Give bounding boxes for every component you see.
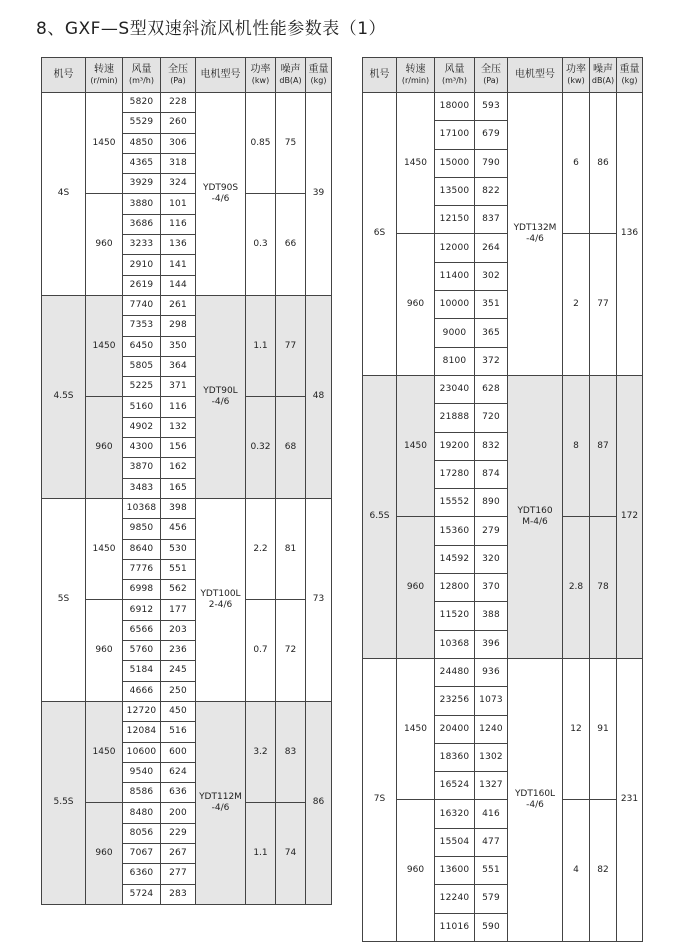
flow-cell: 3870	[123, 458, 161, 478]
pressure-cell: 551	[475, 857, 508, 885]
pressure-cell: 156	[161, 438, 196, 458]
table-row	[42, 194, 332, 214]
table-row	[363, 658, 643, 686]
pressure-cell: 416	[475, 800, 508, 828]
power-cell: 8	[563, 375, 590, 516]
header-pressure	[161, 58, 196, 93]
model-cell: 6.5S	[363, 375, 397, 658]
speed-cell: 1450	[86, 498, 123, 599]
speed-cell: 960	[86, 600, 123, 701]
weight-cell: 73	[306, 498, 332, 701]
pressure-cell: 229	[161, 823, 196, 843]
power-cell: 6	[563, 93, 590, 234]
header-power-unit: (kw)	[251, 76, 270, 85]
flow-cell: 20400	[435, 715, 475, 743]
model-cell: 6S	[363, 93, 397, 376]
flow-cell: 15360	[435, 517, 475, 545]
flow-cell: 7353	[123, 316, 161, 336]
pressure-cell: 162	[161, 458, 196, 478]
speed-cell: 1450	[397, 93, 435, 234]
speed-cell: 960	[397, 800, 435, 941]
speed-cell: 960	[86, 397, 123, 498]
header-noise-label: 噪声	[593, 64, 613, 75]
table-row	[42, 701, 332, 721]
flow-cell: 10368	[123, 498, 161, 518]
power-cell: 0.7	[246, 600, 276, 701]
weight-cell: 172	[617, 375, 643, 658]
power-cell: 3.2	[246, 701, 276, 802]
flow-cell: 5225	[123, 377, 161, 397]
weight-cell: 231	[617, 658, 643, 941]
flow-cell: 8056	[123, 823, 161, 843]
flow-cell: 11016	[435, 913, 475, 941]
power-cell: 2	[563, 234, 590, 375]
pressure-cell: 530	[161, 539, 196, 559]
header-weight-unit: (kg)	[621, 76, 638, 85]
header-noise	[276, 58, 306, 93]
flow-cell: 16320	[435, 800, 475, 828]
speed-cell: 960	[397, 234, 435, 375]
flow-cell: 12150	[435, 206, 475, 234]
table-row	[42, 93, 332, 113]
pressure-cell: 116	[161, 214, 196, 234]
header-flow-unit: (m³/h)	[128, 76, 154, 85]
flow-cell: 15552	[435, 489, 475, 517]
table-row	[363, 234, 643, 262]
motor-line: YDT112M	[199, 791, 242, 802]
power-cell: 2.2	[246, 498, 276, 599]
flow-cell: 8100	[435, 347, 475, 375]
flow-cell: 11520	[435, 602, 475, 630]
noise-cell: 74	[276, 803, 306, 904]
flow-cell: 5805	[123, 356, 161, 376]
motor-line: YDT100L	[200, 588, 241, 599]
pressure-cell: 720	[475, 404, 508, 432]
header-flow-label: 风量	[131, 64, 152, 75]
pressure-cell: 298	[161, 316, 196, 336]
speed-cell: 960	[397, 517, 435, 658]
noise-cell: 78	[590, 517, 617, 658]
header-noise	[590, 58, 617, 93]
pressure-cell: 624	[161, 762, 196, 782]
motor-cell	[196, 701, 246, 904]
model-cell: 4.5S	[42, 295, 86, 498]
flow-cell: 5184	[123, 661, 161, 681]
flow-cell: 4902	[123, 417, 161, 437]
flow-cell: 18360	[435, 743, 475, 771]
noise-cell: 77	[276, 295, 306, 396]
header-power-label: 功率	[566, 64, 586, 75]
pressure-cell: 351	[475, 291, 508, 319]
motor-line: -4/6	[526, 799, 544, 810]
flow-cell: 13500	[435, 177, 475, 205]
power-cell: 2.8	[563, 517, 590, 658]
model-cell: 5S	[42, 498, 86, 701]
header-motor-label: 电机型号	[515, 69, 555, 80]
flow-cell: 6912	[123, 600, 161, 620]
header-row	[42, 58, 332, 93]
motor-cell	[196, 295, 246, 498]
pressure-cell: 1302	[475, 743, 508, 771]
pressure-cell: 1073	[475, 687, 508, 715]
noise-cell: 75	[276, 93, 306, 194]
flow-cell: 7776	[123, 559, 161, 579]
flow-cell: 9000	[435, 319, 475, 347]
weight-cell: 39	[306, 93, 332, 296]
pressure-cell: 144	[161, 275, 196, 295]
motor-cell	[508, 375, 563, 658]
flow-cell: 4300	[123, 438, 161, 458]
noise-cell: 77	[590, 234, 617, 375]
motor-cell	[196, 93, 246, 296]
header-power-unit: (kw)	[567, 76, 585, 85]
speed-cell: 1450	[86, 93, 123, 194]
header-flow-unit: (m³/h)	[441, 76, 467, 85]
pressure-cell: 364	[161, 356, 196, 376]
power-cell: 0.3	[246, 194, 276, 295]
power-cell: 12	[563, 658, 590, 799]
pressure-cell: 590	[475, 913, 508, 941]
flow-cell: 12240	[435, 885, 475, 913]
table-row	[42, 600, 332, 620]
header-flow-label: 风量	[444, 64, 465, 75]
pressure-cell: 277	[161, 864, 196, 884]
speed-cell: 960	[86, 194, 123, 295]
motor-cell	[508, 658, 563, 941]
pressure-cell: 350	[161, 336, 196, 356]
flow-cell: 17100	[435, 121, 475, 149]
flow-cell: 6566	[123, 620, 161, 640]
flow-cell: 4365	[123, 153, 161, 173]
pressure-cell: 936	[475, 658, 508, 686]
pressure-cell: 101	[161, 194, 196, 214]
flow-cell: 12084	[123, 722, 161, 742]
header-pressure-label: 全压	[168, 64, 188, 75]
table-header	[363, 58, 643, 93]
header-weight	[617, 58, 643, 93]
pressure-cell: 302	[475, 262, 508, 290]
flow-cell: 6360	[123, 864, 161, 884]
flow-cell: 8640	[123, 539, 161, 559]
motor-line: -4/6	[211, 193, 230, 204]
flow-cell: 5724	[123, 884, 161, 904]
pressure-cell: 551	[161, 559, 196, 579]
header-motor-label: 电机型号	[200, 69, 241, 80]
flow-cell: 8586	[123, 783, 161, 803]
pressure-cell: 562	[161, 580, 196, 600]
header-model-label: 机号	[369, 69, 390, 80]
flow-cell: 9850	[123, 519, 161, 539]
motor-line: 2-4/6	[208, 599, 233, 610]
pressure-cell: 165	[161, 478, 196, 498]
pressure-cell: 628	[475, 375, 508, 403]
noise-cell: 66	[276, 194, 306, 295]
power-cell: 1.1	[246, 803, 276, 904]
header-model	[363, 58, 397, 93]
pressure-cell: 200	[161, 803, 196, 823]
header-power-label: 功率	[250, 64, 271, 75]
pressure-cell: 318	[161, 153, 196, 173]
flow-cell: 10600	[123, 742, 161, 762]
header-speed-unit: (r/min)	[401, 76, 430, 85]
header-pressure-unit: (Pa)	[170, 76, 186, 85]
speed-cell: 1450	[397, 375, 435, 516]
flow-cell: 5760	[123, 641, 161, 661]
noise-cell: 72	[276, 600, 306, 701]
flow-cell: 3686	[123, 214, 161, 234]
flow-cell: 13600	[435, 857, 475, 885]
flow-cell: 19200	[435, 432, 475, 460]
header-weight-unit: (kg)	[310, 76, 327, 85]
flow-cell: 21888	[435, 404, 475, 432]
header-pressure-label: 全压	[481, 64, 501, 75]
flow-cell: 14592	[435, 545, 475, 573]
header-model-label: 机号	[53, 69, 74, 80]
flow-cell: 17280	[435, 460, 475, 488]
pressure-cell: 245	[161, 661, 196, 681]
noise-cell: 91	[590, 658, 617, 799]
pressure-cell: 516	[161, 722, 196, 742]
pressure-cell: 890	[475, 489, 508, 517]
pressure-cell: 396	[475, 630, 508, 658]
model-cell: 5.5S	[42, 701, 86, 904]
table-row	[363, 800, 643, 828]
pressure-cell: 141	[161, 255, 196, 275]
flow-cell: 18000	[435, 93, 475, 121]
header-row	[363, 58, 643, 93]
pressure-cell: 837	[475, 206, 508, 234]
pressure-cell: 398	[161, 498, 196, 518]
motor-line: -4/6	[211, 396, 230, 407]
motor-line: YDT90L	[203, 385, 238, 396]
flow-cell: 15504	[435, 828, 475, 856]
noise-cell: 86	[590, 93, 617, 234]
flow-cell: 16524	[435, 772, 475, 800]
flow-cell: 7740	[123, 295, 161, 315]
pressure-cell: 593	[475, 93, 508, 121]
header-motor	[508, 58, 563, 93]
flow-cell: 5160	[123, 397, 161, 417]
pressure-cell: 264	[475, 234, 508, 262]
flow-cell: 12720	[123, 701, 161, 721]
power-cell: 1.1	[246, 295, 276, 396]
pressure-cell: 203	[161, 620, 196, 640]
header-motor	[196, 58, 246, 93]
performance-table-left	[41, 57, 332, 905]
pressure-cell: 1240	[475, 715, 508, 743]
pressure-cell: 320	[475, 545, 508, 573]
header-flow	[435, 58, 475, 93]
flow-cell: 4666	[123, 681, 161, 701]
pressure-cell: 679	[475, 121, 508, 149]
noise-cell: 83	[276, 701, 306, 802]
header-speed-label: 转速	[405, 64, 426, 75]
page-title: 8、GXF—S型双速斜流风机性能参数表（1）	[36, 19, 387, 39]
power-cell: 4	[563, 800, 590, 941]
pressure-cell: 874	[475, 460, 508, 488]
header-pressure	[475, 58, 508, 93]
flow-cell: 12800	[435, 574, 475, 602]
pressure-cell: 456	[161, 519, 196, 539]
weight-cell: 48	[306, 295, 332, 498]
table-row	[42, 397, 332, 417]
pressure-cell: 283	[161, 884, 196, 904]
pressure-cell: 1327	[475, 772, 508, 800]
flow-cell: 11400	[435, 262, 475, 290]
header-weight	[306, 58, 332, 93]
header-speed-label: 转速	[94, 64, 114, 75]
noise-cell: 87	[590, 375, 617, 516]
header-weight-label: 重量	[308, 64, 329, 75]
pressure-cell: 260	[161, 113, 196, 133]
motor-cell	[508, 93, 563, 376]
flow-cell: 7067	[123, 843, 161, 863]
flow-cell: 2619	[123, 275, 161, 295]
header-model	[42, 58, 86, 93]
pressure-cell: 822	[475, 177, 508, 205]
power-cell: 0.85	[246, 93, 276, 194]
header-noise-unit: dB(A)	[279, 76, 302, 85]
header-speed-unit: (r/min)	[90, 76, 118, 85]
table-row	[363, 375, 643, 403]
motor-line: -4/6	[211, 802, 230, 813]
pressure-cell: 365	[475, 319, 508, 347]
pressure-cell: 228	[161, 93, 196, 113]
motor-cell	[196, 498, 246, 701]
flow-cell: 6450	[123, 336, 161, 356]
header-speed	[397, 58, 435, 93]
flow-cell: 6998	[123, 580, 161, 600]
flow-cell: 3929	[123, 174, 161, 194]
pressure-cell: 324	[161, 174, 196, 194]
model-cell: 4S	[42, 93, 86, 296]
noise-cell: 68	[276, 397, 306, 498]
weight-cell: 136	[617, 93, 643, 376]
speed-cell: 960	[86, 803, 123, 904]
flow-cell: 4850	[123, 133, 161, 153]
speed-cell: 1450	[86, 701, 123, 802]
header-power	[563, 58, 590, 93]
flow-cell: 3483	[123, 478, 161, 498]
motor-line: YDT90S	[202, 182, 239, 193]
pressure-cell: 372	[475, 347, 508, 375]
header-noise-unit: dB(A)	[591, 76, 615, 85]
pressure-cell: 600	[161, 742, 196, 762]
pressure-cell: 279	[475, 517, 508, 545]
pressure-cell: 116	[161, 397, 196, 417]
flow-cell: 12000	[435, 234, 475, 262]
table-row	[42, 803, 332, 823]
flow-cell: 5820	[123, 93, 161, 113]
power-cell: 0.32	[246, 397, 276, 498]
flow-cell: 10368	[435, 630, 475, 658]
pressure-cell: 136	[161, 235, 196, 255]
motor-line: -4/6	[526, 233, 544, 244]
noise-cell: 81	[276, 498, 306, 599]
speed-cell: 1450	[397, 658, 435, 799]
header-flow	[123, 58, 161, 93]
pressure-cell: 790	[475, 149, 508, 177]
flow-cell: 8480	[123, 803, 161, 823]
weight-cell: 86	[306, 701, 332, 904]
pressure-cell: 177	[161, 600, 196, 620]
pressure-cell: 477	[475, 828, 508, 856]
flow-cell: 23040	[435, 375, 475, 403]
flow-cell: 10000	[435, 291, 475, 319]
pressure-cell: 306	[161, 133, 196, 153]
header-pressure-unit: (Pa)	[483, 76, 499, 85]
motor-line: YDT160	[517, 505, 553, 516]
model-cell: 7S	[363, 658, 397, 941]
pressure-cell: 132	[161, 417, 196, 437]
pressure-cell: 250	[161, 681, 196, 701]
table-row	[363, 93, 643, 121]
noise-cell: 82	[590, 800, 617, 941]
performance-table-right	[362, 57, 643, 942]
pressure-cell: 388	[475, 602, 508, 630]
header-noise-label: 噪声	[280, 64, 301, 75]
pressure-cell: 450	[161, 701, 196, 721]
flow-cell: 3880	[123, 194, 161, 214]
flow-cell: 24480	[435, 658, 475, 686]
flow-cell: 3233	[123, 235, 161, 255]
pressure-cell: 267	[161, 843, 196, 863]
pressure-cell: 371	[161, 377, 196, 397]
pressure-cell: 236	[161, 641, 196, 661]
flow-cell: 2910	[123, 255, 161, 275]
header-power	[246, 58, 276, 93]
pressure-cell: 261	[161, 295, 196, 315]
flow-cell: 15000	[435, 149, 475, 177]
flow-cell: 23256	[435, 687, 475, 715]
pressure-cell: 579	[475, 885, 508, 913]
speed-cell: 1450	[86, 295, 123, 396]
header-weight-label: 重量	[619, 64, 640, 75]
pressure-cell: 636	[161, 783, 196, 803]
pressure-cell: 832	[475, 432, 508, 460]
table-row	[363, 517, 643, 545]
flow-cell: 5529	[123, 113, 161, 133]
motor-line: YDT132M	[513, 222, 557, 233]
pressure-cell: 370	[475, 574, 508, 602]
header-speed	[86, 58, 123, 93]
motor-line: YDT160L	[514, 788, 556, 799]
table-header	[42, 58, 332, 93]
flow-cell: 9540	[123, 762, 161, 782]
table-row	[42, 498, 332, 518]
table-row	[42, 295, 332, 315]
motor-line: M-4/6	[522, 516, 548, 527]
